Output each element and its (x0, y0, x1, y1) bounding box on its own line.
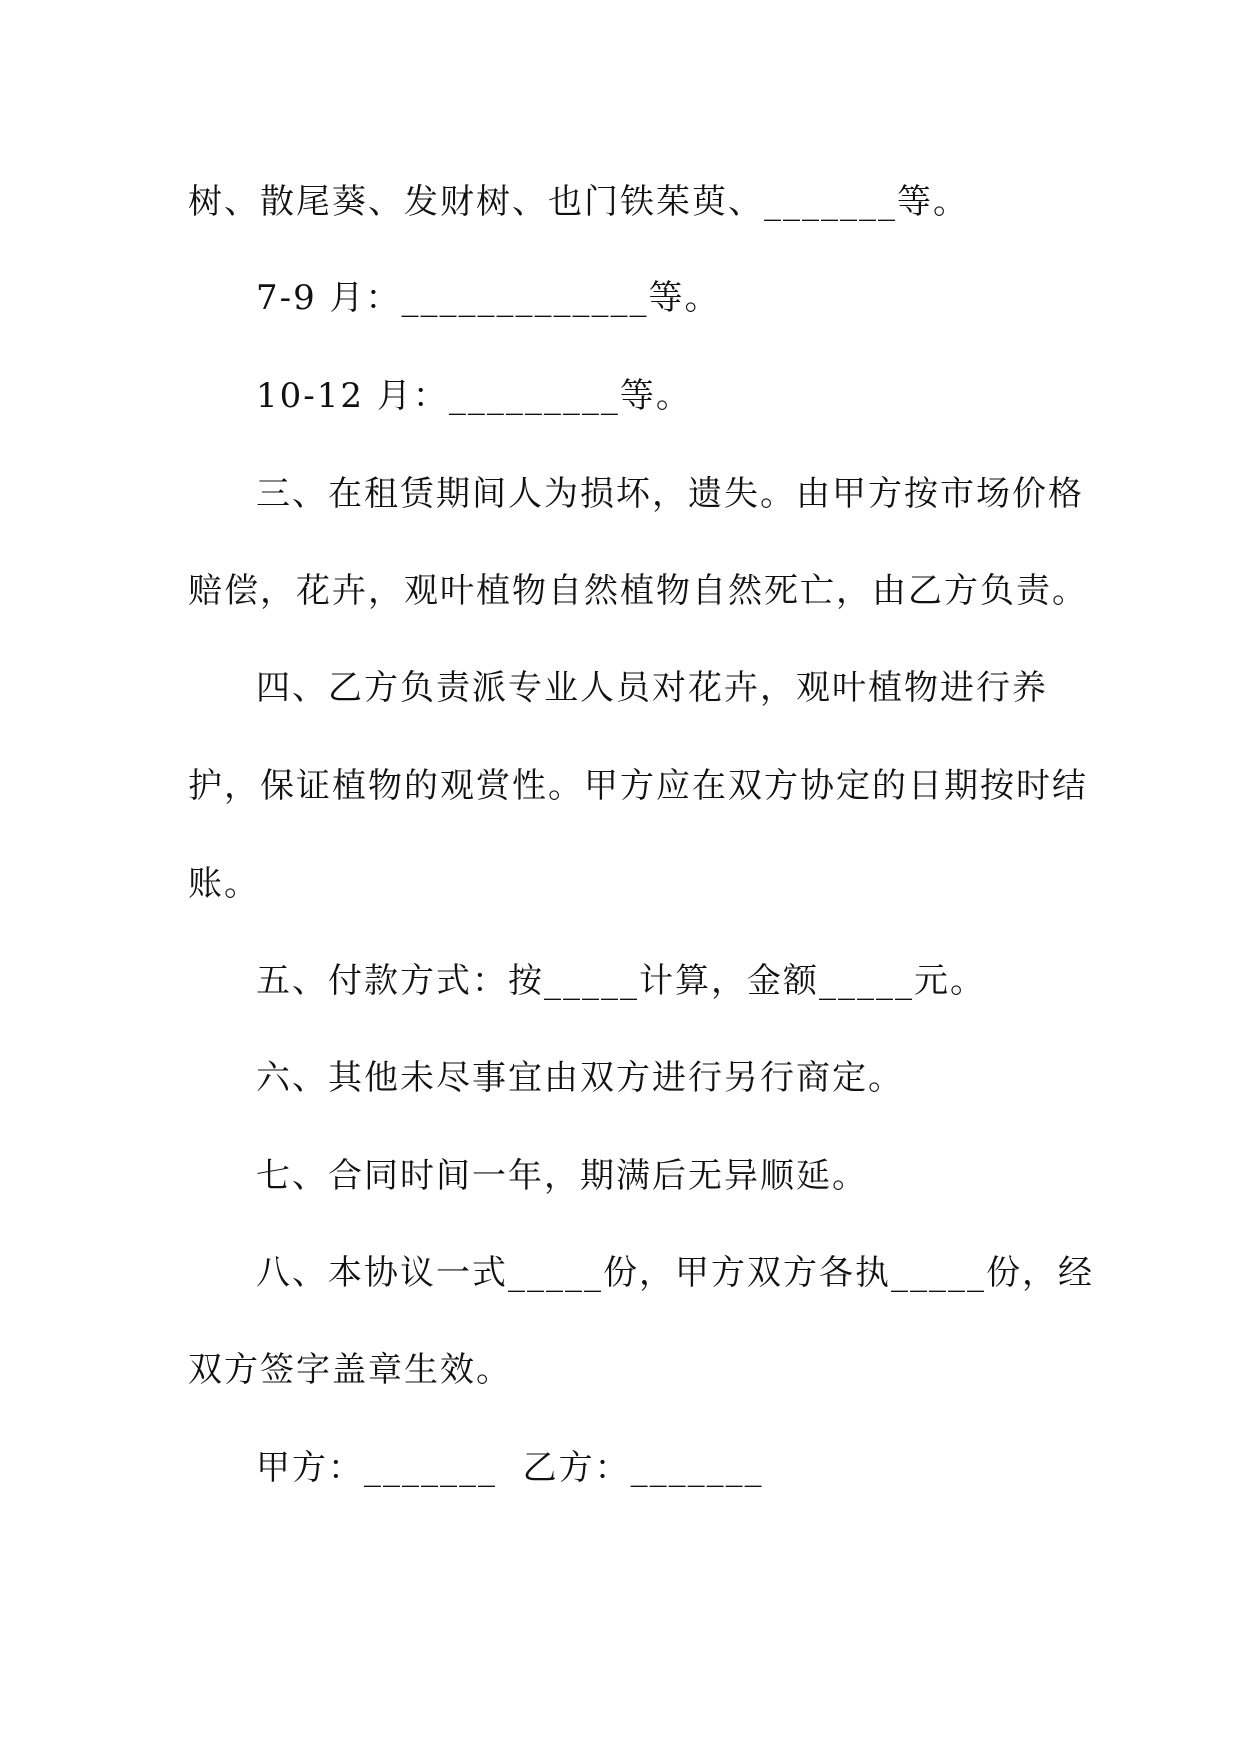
clause-4-line-3: 账。 (188, 864, 260, 904)
clause-4-line-1: 四、乙方负责派专业人员对花卉，观叶植物进行养 (256, 668, 1048, 708)
clause-4-line-2: 护，保证植物的观赏性。甲方应在双方协定的日期按时结 (188, 766, 1088, 806)
clause-8-line-2: 双方签字盖章生效。 (188, 1350, 512, 1390)
clause-3-line-2: 赔偿，花卉，观叶植物自然植物自然死亡，由乙方负责。 (188, 571, 1088, 611)
text-line-plants-list: 树、散尾葵、发财树、也门铁茱萸、_______等。 (188, 182, 969, 222)
clause-3-line-1: 三、在租赁期间人为损坏，遗失。由甲方按市场价格 (256, 474, 1084, 514)
text-line-oct-dec: 10-12 月：_________等。 (256, 376, 692, 416)
clause-6-other-matters: 六、其他未尽事宜由双方进行另行商定。 (256, 1058, 904, 1098)
clause-7-term: 七、合同时间一年，期满后无异顺延。 (256, 1156, 868, 1196)
signature-line: 甲方：_______ 乙方：_______ (256, 1448, 764, 1488)
clause-5-payment: 五、付款方式：按_____计算，金额_____元。 (256, 961, 986, 1001)
clause-8-line-1: 八、本协议一式_____份，甲方双方各执_____份，经 (256, 1253, 1094, 1293)
text-line-jul-sep: 7-9 月：_____________等。 (256, 278, 721, 318)
